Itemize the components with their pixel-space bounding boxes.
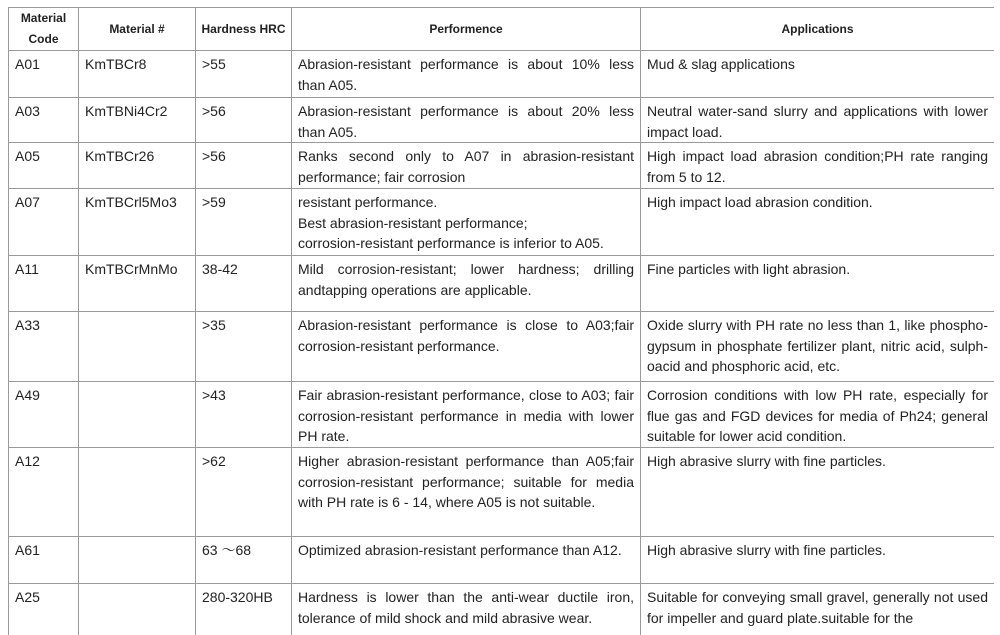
header-performance: Performence xyxy=(292,8,641,51)
table-row xyxy=(9,311,995,381)
table-row xyxy=(9,143,995,188)
cell-material-number xyxy=(79,583,196,635)
header-material-code: Material Code xyxy=(9,8,79,51)
cell-hardness: >59 xyxy=(196,188,292,255)
cell-code: A49 xyxy=(9,381,79,447)
cell-material-number: KmTBCrl5Mo3 xyxy=(79,188,196,255)
table-row xyxy=(9,536,995,583)
cell-hardness: >62 xyxy=(196,447,292,536)
cell-performance: Mild corrosion-resistant; lower hardness; drilling andtapping operations are applicable. xyxy=(292,255,641,311)
cell-performance: Abrasion-resistant performance is close to A03;fair corrosion-resistant performance. xyxy=(292,311,641,381)
table-row xyxy=(9,255,995,311)
cell-material-number xyxy=(79,381,196,447)
cell-performance: Higher abrasion-resistant performance than A05;fair corrosion-resistant performance; suitable for media with PH rate is 6 - 14, where A05 is not suitable. xyxy=(292,447,641,536)
cell-code: A11 xyxy=(9,255,79,311)
cell-material-number: KmTBCr26 xyxy=(79,143,196,188)
cell-code: A03 xyxy=(9,98,79,143)
cell-applications: High abrasive slurry with fine particles. xyxy=(641,447,995,536)
performance-line: resistant performance. xyxy=(298,193,438,210)
cell-hardness: >56 xyxy=(196,143,292,188)
table-row xyxy=(9,381,995,447)
header-row xyxy=(9,8,995,51)
cell-hardness: >43 xyxy=(196,381,292,447)
cell-hardness: >35 xyxy=(196,311,292,381)
table-row xyxy=(9,583,995,635)
cell-hardness: >55 xyxy=(196,51,292,98)
cell-performance: Hardness is lower than the anti-wear ductile iron, tolerance of mild shock and mild abrasive wear. xyxy=(292,583,641,635)
cell-applications: High impact load abrasion condition. xyxy=(641,188,995,255)
cell-material-number: KmTBCrMnMo xyxy=(79,255,196,311)
cell-applications: High abrasive slurry with fine particles. xyxy=(641,536,995,583)
cell-performance xyxy=(292,188,641,255)
materials-table-container xyxy=(8,7,994,635)
cell-code: A12 xyxy=(9,447,79,536)
cell-material-number: KmTBNi4Cr2 xyxy=(79,98,196,143)
cell-applications: Fine particles with light abrasion. xyxy=(641,255,995,311)
cell-applications: High impact load abrasion condition;PH rate ranging from 5 to 12. xyxy=(641,143,995,188)
performance-line: corrosion-resistant performance is inferior to A05. xyxy=(298,235,604,252)
table-row xyxy=(9,51,995,98)
cell-performance: Optimized abrasion-resistant performance than A12. xyxy=(292,536,641,583)
cell-applications: Neutral water-sand slurry and applications with lower impact load. xyxy=(641,98,995,143)
cell-material-number xyxy=(79,311,196,381)
cell-hardness: >56 xyxy=(196,98,292,143)
table-row xyxy=(9,98,995,143)
cell-hardness: 63 ～68 xyxy=(196,536,292,583)
cell-performance: Fair abrasion-resistant performance, close to A03; fair corrosion-resistant performance in media with lower PH rate. xyxy=(292,381,641,447)
cell-code: A01 xyxy=(9,51,79,98)
cell-code: A25 xyxy=(9,583,79,635)
cell-applications: Corrosion conditions with low PH rate, especially for flue gas and FGD devices for media of Ph24; general suitable for lower acid condition. xyxy=(641,381,995,447)
cell-material-number xyxy=(79,536,196,583)
cell-performance: Abrasion-resistant performance is about 20% less than A05. xyxy=(292,98,641,143)
materials-table xyxy=(8,7,994,635)
header-applications: Applications xyxy=(641,8,995,51)
header-hardness: Hardness HRC xyxy=(196,8,292,51)
table-row xyxy=(9,447,995,536)
cell-hardness: 38-42 xyxy=(196,255,292,311)
header-material-number: Material # xyxy=(79,8,196,51)
performance-line: Best abrasion-resistant performance; xyxy=(298,214,528,231)
cell-applications: Mud & slag applications xyxy=(641,51,995,98)
cell-applications: Suitable for conveying small gravel, generally not used for impeller and guard plate.suitable for the xyxy=(641,583,995,635)
cell-code: A61 xyxy=(9,536,79,583)
cell-code: A33 xyxy=(9,311,79,381)
cell-code: A05 xyxy=(9,143,79,188)
cell-code: A07 xyxy=(9,188,79,255)
cell-material-number: KmTBCr8 xyxy=(79,51,196,98)
cell-performance: Abrasion-resistant performance is about 10% less than A05. xyxy=(292,51,641,98)
cell-hardness: 280-320HB xyxy=(196,583,292,635)
cell-performance: Ranks second only to A07 in abrasion-resistant performance; fair corrosion xyxy=(292,143,641,188)
cell-applications: Oxide slurry with PH rate no less than 1, like phospho-gypsum in phosphate fertilizer plant, nitric acid, sulph-oacid and phosphoric acid, etc. xyxy=(641,311,995,381)
cell-material-number xyxy=(79,447,196,536)
table-row xyxy=(9,188,995,255)
